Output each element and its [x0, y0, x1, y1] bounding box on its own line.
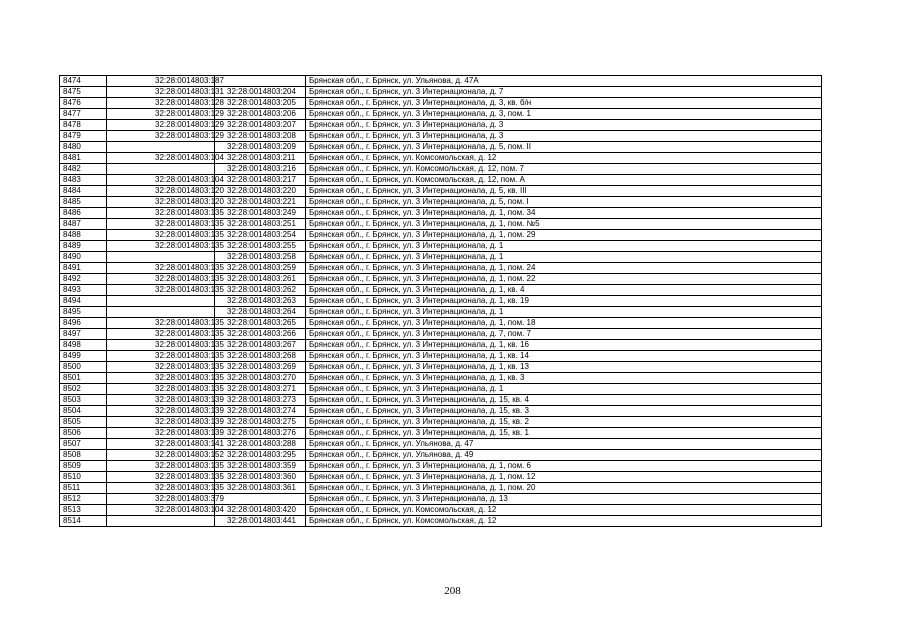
- row-number-cell: 8481: [60, 153, 107, 164]
- row-number-cell: 8488: [60, 230, 107, 241]
- table-row: [60, 263, 822, 274]
- parcel-number-cell: [107, 296, 215, 307]
- table-row: [60, 428, 822, 439]
- address-cell: Брянская обл., г. Брянск, ул. 3 Интернационала, д. 5, пом. I: [306, 197, 822, 208]
- table-row: [60, 219, 822, 230]
- address-cell: Брянская обл., г. Брянск, ул. 3 Интернационала, д. 1, пом. 22: [306, 274, 822, 285]
- parcel-number-cell: 32:28:0014803:135: [107, 241, 215, 252]
- object-number-cell: 32:28:0014803:359: [215, 461, 306, 472]
- row-number-cell: 8491: [60, 263, 107, 274]
- address-cell: Брянская обл., г. Брянск, ул. 3 Интернационала, д. 1: [306, 307, 822, 318]
- address-cell: Брянская обл., г. Брянск, ул. 3 Интернационала, д. 1: [306, 384, 822, 395]
- row-number-cell: 8495: [60, 307, 107, 318]
- row-number-cell: 8497: [60, 329, 107, 340]
- row-number-cell: 8501: [60, 373, 107, 384]
- row-number-cell: 8507: [60, 439, 107, 450]
- row-number-cell: 8506: [60, 428, 107, 439]
- address-cell: Брянская обл., г. Брянск, ул. 3 Интернационала, д. 13: [306, 494, 822, 505]
- row-number-cell: 8508: [60, 450, 107, 461]
- row-number-cell: 8480: [60, 142, 107, 153]
- object-number-cell: 32:28:0014803:259: [215, 263, 306, 274]
- parcel-number-cell: 32:28:0014803:135: [107, 208, 215, 219]
- table-row: [60, 109, 822, 120]
- table-row: [60, 395, 822, 406]
- address-cell: Брянская обл., г. Брянск, ул. 3 Интернационала, д. 15, кв. 3: [306, 406, 822, 417]
- address-cell: Брянская обл., г. Брянск, ул. 3 Интернационала, д. 1, пом. 20: [306, 483, 822, 494]
- object-number-cell: 32:28:0014803:267: [215, 340, 306, 351]
- object-number-cell: 32:28:0014803:263: [215, 296, 306, 307]
- parcel-number-cell: [107, 142, 215, 153]
- row-number-cell: 8484: [60, 186, 107, 197]
- table-row: [60, 76, 822, 87]
- address-cell: Брянская обл., г. Брянск, ул. 3 Интернационала, д. 1, пом. 24: [306, 263, 822, 274]
- row-number-cell: 8494: [60, 296, 107, 307]
- table-row: [60, 461, 822, 472]
- parcel-number-cell: [107, 516, 215, 527]
- row-number-cell: 8498: [60, 340, 107, 351]
- row-number-cell: 8489: [60, 241, 107, 252]
- object-number-cell: 32:28:0014803:271: [215, 384, 306, 395]
- object-number-cell: 32:28:0014803:360: [215, 472, 306, 483]
- row-number-cell: 8482: [60, 164, 107, 175]
- table-row: [60, 406, 822, 417]
- registry-table-body: [60, 76, 822, 527]
- table-row: [60, 472, 822, 483]
- object-number-cell: 32:28:0014803:204: [215, 87, 306, 98]
- table-row: [60, 186, 822, 197]
- object-number-cell: 32:28:0014803:441: [215, 516, 306, 527]
- object-number-cell: 32:28:0014803:261: [215, 274, 306, 285]
- parcel-number-cell: 32:28:0014803:120: [107, 197, 215, 208]
- parcel-number-cell: 32:28:0014803:135: [107, 351, 215, 362]
- row-number-cell: 8492: [60, 274, 107, 285]
- table-row: [60, 208, 822, 219]
- address-cell: Брянская обл., г. Брянск, ул. 3 Интернационала, д. 7, пом. 7: [306, 329, 822, 340]
- parcel-number-cell: [107, 307, 215, 318]
- row-number-cell: 8510: [60, 472, 107, 483]
- table-row: [60, 197, 822, 208]
- address-cell: Брянская обл., г. Брянск, ул. Комсомольская, д. 12, пом. А: [306, 175, 822, 186]
- address-cell: Брянская обл., г. Брянск, ул. Ульянова, д. 47А: [306, 76, 822, 87]
- row-number-cell: 8514: [60, 516, 107, 527]
- parcel-number-cell: 32:28:0014803:128: [107, 98, 215, 109]
- object-number-cell: 32:28:0014803:264: [215, 307, 306, 318]
- row-number-cell: 8475: [60, 87, 107, 98]
- table-row: [60, 230, 822, 241]
- row-number-cell: 8483: [60, 175, 107, 186]
- address-cell: Брянская обл., г. Брянск, ул. 3 Интернационала, д. 1: [306, 252, 822, 263]
- row-number-cell: 8474: [60, 76, 107, 87]
- row-number-cell: 8478: [60, 120, 107, 131]
- object-number-cell: 32:28:0014803:220: [215, 186, 306, 197]
- address-cell: Брянская обл., г. Брянск, ул. 3 Интернационала, д. 15, кв. 1: [306, 428, 822, 439]
- row-number-cell: 8503: [60, 395, 107, 406]
- object-number-cell: 32:28:0014803:258: [215, 252, 306, 263]
- parcel-number-cell: 32:28:0014803:135: [107, 230, 215, 241]
- address-cell: Брянская обл., г. Брянск, ул. 3 Интернационала, д. 1, пом. 18: [306, 318, 822, 329]
- row-number-cell: 8511: [60, 483, 107, 494]
- table-row: [60, 241, 822, 252]
- row-number-cell: 8493: [60, 285, 107, 296]
- object-number-cell: 32:28:0014803:266: [215, 329, 306, 340]
- object-number-cell: 32:28:0014803:295: [215, 450, 306, 461]
- address-cell: Брянская обл., г. Брянск, ул. 3 Интернационала, д. 1, кв. 14: [306, 351, 822, 362]
- address-cell: Брянская обл., г. Брянск, ул. Ульянова, д. 49: [306, 450, 822, 461]
- object-number-cell: 32:28:0014803:265: [215, 318, 306, 329]
- object-number-cell: 32:28:0014803:276: [215, 428, 306, 439]
- object-number-cell: 32:28:0014803:216: [215, 164, 306, 175]
- parcel-number-cell: 32:28:0014803:129: [107, 109, 215, 120]
- address-cell: Брянская обл., г. Брянск, ул. 3 Интернационала, д. 1, кв. 16: [306, 340, 822, 351]
- table-row: [60, 120, 822, 131]
- row-number-cell: 8509: [60, 461, 107, 472]
- address-cell: Брянская обл., г. Брянск, ул. 3 Интернационала, д. 1, кв. 3: [306, 373, 822, 384]
- table-row: [60, 505, 822, 516]
- object-number-cell: 32:28:0014803:211: [215, 153, 306, 164]
- object-number-cell: 32:28:0014803:221: [215, 197, 306, 208]
- row-number-cell: 8477: [60, 109, 107, 120]
- parcel-number-cell: 32:28:0014803:135: [107, 329, 215, 340]
- table-row: [60, 450, 822, 461]
- table-row: [60, 296, 822, 307]
- parcel-number-cell: 32:28:0014803:135: [107, 472, 215, 483]
- row-number-cell: 8500: [60, 362, 107, 373]
- parcel-number-cell: 32:28:0014803:135: [107, 483, 215, 494]
- row-number-cell: 8486: [60, 208, 107, 219]
- table-row: [60, 164, 822, 175]
- table-row: [60, 362, 822, 373]
- object-number-cell: 32:28:0014803:251: [215, 219, 306, 230]
- registry-table: [59, 75, 822, 527]
- parcel-number-cell: 32:28:0014803:141: [107, 439, 215, 450]
- address-cell: Брянская обл., г. Брянск, ул. 3 Интернационала, д. 5, пом. II: [306, 142, 822, 153]
- parcel-number-cell: 32:28:0014803:135: [107, 263, 215, 274]
- object-number-cell: 32:28:0014803:268: [215, 351, 306, 362]
- table-row: [60, 340, 822, 351]
- object-number-cell: 32:28:0014803:255: [215, 241, 306, 252]
- table-row: [60, 483, 822, 494]
- table-row: [60, 307, 822, 318]
- object-number-cell: 32:28:0014803:209: [215, 142, 306, 153]
- parcel-number-cell: 32:28:0014803:135: [107, 362, 215, 373]
- table-row: [60, 142, 822, 153]
- object-number-cell: 32:28:0014803:274: [215, 406, 306, 417]
- table-row: [60, 351, 822, 362]
- object-number-cell: 32:28:0014803:254: [215, 230, 306, 241]
- object-number-cell: 32:28:0014803:270: [215, 373, 306, 384]
- parcel-number-cell: 32:28:0014803:135: [107, 219, 215, 230]
- address-cell: Брянская обл., г. Брянск, ул. 3 Интернационала, д. 1, кв. 4: [306, 285, 822, 296]
- table-row: [60, 274, 822, 285]
- parcel-number-cell: 32:28:0014803:187: [107, 76, 215, 87]
- parcel-number-cell: 32:28:0014803:120: [107, 186, 215, 197]
- parcel-number-cell: 32:28:0014803:139: [107, 406, 215, 417]
- row-number-cell: 8496: [60, 318, 107, 329]
- address-cell: Брянская обл., г. Брянск, ул. 3 Интернационала, д. 3: [306, 120, 822, 131]
- address-cell: Брянская обл., г. Брянск, ул. 3 Интернационала, д. 15, кв. 2: [306, 417, 822, 428]
- address-cell: Брянская обл., г. Брянск, ул. 3 Интернационала, д. 1, пом. 29: [306, 230, 822, 241]
- table-row: [60, 98, 822, 109]
- address-cell: Брянская обл., г. Брянск, ул. 3 Интернационала, д. 3: [306, 131, 822, 142]
- parcel-number-cell: 32:28:0014803:131: [107, 87, 215, 98]
- row-number-cell: 8485: [60, 197, 107, 208]
- address-cell: Брянская обл., г. Брянск, ул. 3 Интернационала, д. 1, пом. №5: [306, 219, 822, 230]
- table-row: [60, 384, 822, 395]
- parcel-number-cell: 32:28:0014803:152: [107, 450, 215, 461]
- address-cell: Брянская обл., г. Брянск, ул. Комсомольская, д. 12: [306, 516, 822, 527]
- parcel-number-cell: 32:28:0014803:135: [107, 384, 215, 395]
- address-cell: Брянская обл., г. Брянск, ул. 3 Интернационала, д. 15, кв. 4: [306, 395, 822, 406]
- row-number-cell: 8502: [60, 384, 107, 395]
- parcel-number-cell: 32:28:0014803:104: [107, 175, 215, 186]
- row-number-cell: 8504: [60, 406, 107, 417]
- address-cell: Брянская обл., г. Брянск, ул. 3 Интернационала, д. 7: [306, 87, 822, 98]
- object-number-cell: 32:28:0014803:288: [215, 439, 306, 450]
- parcel-number-cell: 32:28:0014803:104: [107, 153, 215, 164]
- parcel-number-cell: 32:28:0014803:135: [107, 285, 215, 296]
- object-number-cell: 32:28:0014803:206: [215, 109, 306, 120]
- address-cell: Брянская обл., г. Брянск, ул. 3 Интернационала, д. 5, кв. III: [306, 186, 822, 197]
- parcel-number-cell: 32:28:0014803:135: [107, 318, 215, 329]
- parcel-number-cell: 32:28:0014803:139: [107, 395, 215, 406]
- parcel-number-cell: 32:28:0014803:135: [107, 274, 215, 285]
- row-number-cell: 8476: [60, 98, 107, 109]
- object-number-cell: 32:28:0014803:275: [215, 417, 306, 428]
- address-cell: Брянская обл., г. Брянск, ул. 3 Интернационала, д. 1, пом. 6: [306, 461, 822, 472]
- table-row: [60, 318, 822, 329]
- row-number-cell: 8479: [60, 131, 107, 142]
- row-number-cell: 8490: [60, 252, 107, 263]
- object-number-cell: 32:28:0014803:262: [215, 285, 306, 296]
- table-row: [60, 516, 822, 527]
- parcel-number-cell: 32:28:0014803:135: [107, 373, 215, 384]
- row-number-cell: 8513: [60, 505, 107, 516]
- object-number-cell: 32:28:0014803:273: [215, 395, 306, 406]
- object-number-cell: 32:28:0014803:217: [215, 175, 306, 186]
- table-row: [60, 285, 822, 296]
- table-row: [60, 131, 822, 142]
- object-number-cell: 32:28:0014803:207: [215, 120, 306, 131]
- page-number: 208: [444, 585, 461, 597]
- address-cell: Брянская обл., г. Брянск, ул. 3 Интернационала, д. 1, кв. 13: [306, 362, 822, 373]
- address-cell: Брянская обл., г. Брянск, ул. 3 Интернационала, д. 3, кв. б/н: [306, 98, 822, 109]
- parcel-number-cell: [107, 252, 215, 263]
- object-number-cell: 32:28:0014803:208: [215, 131, 306, 142]
- object-number-cell: [215, 76, 306, 87]
- parcel-number-cell: 32:28:0014803:139: [107, 417, 215, 428]
- row-number-cell: 8512: [60, 494, 107, 505]
- parcel-number-cell: 32:28:0014803:135: [107, 461, 215, 472]
- object-number-cell: 32:28:0014803:269: [215, 362, 306, 373]
- table-row: [60, 417, 822, 428]
- parcel-number-cell: 32:28:0014803:379: [107, 494, 215, 505]
- parcel-number-cell: 32:28:0014803:104: [107, 505, 215, 516]
- table-row: [60, 373, 822, 384]
- table-row: [60, 175, 822, 186]
- row-number-cell: 8487: [60, 219, 107, 230]
- address-cell: Брянская обл., г. Брянск, ул. 3 Интернационала, д. 1: [306, 241, 822, 252]
- address-cell: Брянская обл., г. Брянск, ул. 3 Интернационала, д. 1, пом. 12: [306, 472, 822, 483]
- table-row: [60, 329, 822, 340]
- table-row: [60, 494, 822, 505]
- address-cell: Брянская обл., г. Брянск, ул. 3 Интернационала, д. 1, кв. 19: [306, 296, 822, 307]
- address-cell: Брянская обл., г. Брянск, ул. Комсомольская, д. 12: [306, 505, 822, 516]
- object-number-cell: 32:28:0014803:420: [215, 505, 306, 516]
- address-cell: Брянская обл., г. Брянск, ул. Комсомольская, д. 12, пом. 7: [306, 164, 822, 175]
- parcel-number-cell: 32:28:0014803:129: [107, 120, 215, 131]
- table-row: [60, 87, 822, 98]
- object-number-cell: [215, 494, 306, 505]
- table-row: [60, 439, 822, 450]
- object-number-cell: 32:28:0014803:249: [215, 208, 306, 219]
- address-cell: Брянская обл., г. Брянск, ул. 3 Интернационала, д. 3, пом. 1: [306, 109, 822, 120]
- parcel-number-cell: [107, 164, 215, 175]
- object-number-cell: 32:28:0014803:205: [215, 98, 306, 109]
- parcel-number-cell: 32:28:0014803:135: [107, 340, 215, 351]
- row-number-cell: 8505: [60, 417, 107, 428]
- table-row: [60, 252, 822, 263]
- parcel-number-cell: 32:28:0014803:129: [107, 131, 215, 142]
- table-row: [60, 153, 822, 164]
- address-cell: Брянская обл., г. Брянск, ул. Ульянова, д. 47: [306, 439, 822, 450]
- address-cell: Брянская обл., г. Брянск, ул. Комсомольская, д. 12: [306, 153, 822, 164]
- row-number-cell: 8499: [60, 351, 107, 362]
- address-cell: Брянская обл., г. Брянск, ул. 3 Интернационала, д. 1, пом. 34: [306, 208, 822, 219]
- object-number-cell: 32:28:0014803:361: [215, 483, 306, 494]
- parcel-number-cell: 32:28:0014803:139: [107, 428, 215, 439]
